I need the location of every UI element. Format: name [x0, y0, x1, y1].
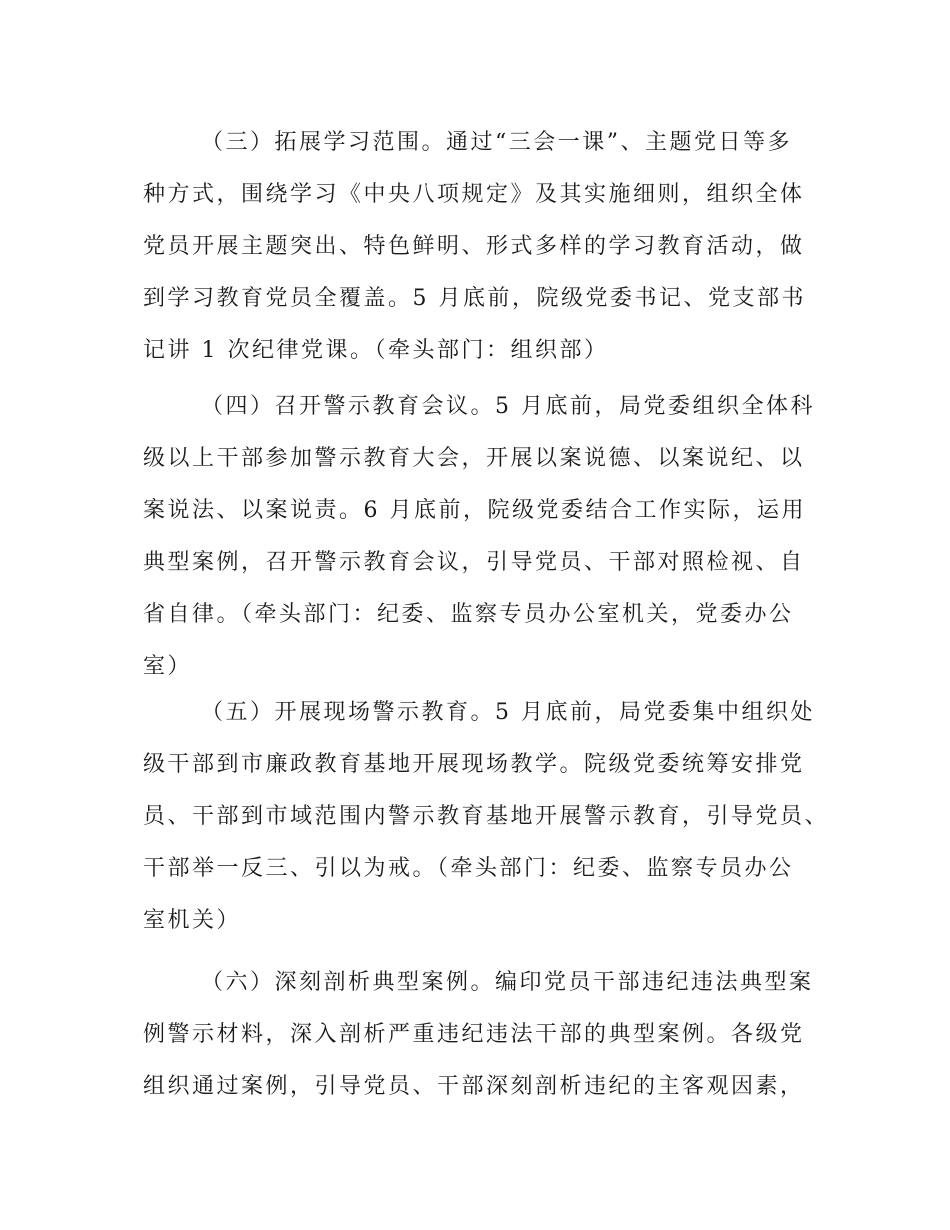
- paragraph-line: 到学习教育党员全覆盖。5 月底前，院级党委书记、党支部书: [143, 286, 806, 311]
- paragraph-line: 级干部到市廉政教育基地开展现场教学。院级党委统筹安排党: [143, 752, 805, 777]
- paragraph-line: 级以上干部参加警示教育大会，开展以案说德、以案说纪、以: [143, 446, 805, 471]
- paragraph-line: 组织通过案例，引导党员、干部深刻剖析违纪的主客观因素，: [143, 1074, 805, 1099]
- paragraph-3-expand-study-scope: [143, 117, 806, 377]
- paragraph-line: 员、干部到市域范围内警示教育基地开展警示教育，引导党员、: [143, 804, 830, 829]
- paragraph-line: （三）拓展学习范围。通过“三会一课”、主题党日等多: [201, 130, 792, 155]
- paragraph-line: （六）深刻剖析典型案例。编印党员干部违纪违法典型案: [201, 970, 814, 995]
- paragraph-line: 干部举一反三、引以为戒。（牵头部门：纪委、监察专员办公: [143, 856, 794, 881]
- paragraph-6-case-analysis: [143, 957, 814, 1113]
- paragraph-line: （四）召开警示教育会议。5 月底前，局党委组织全体科: [201, 394, 815, 419]
- paragraph-line: 记讲 1 次纪律党课。（牵头部门：组织部）: [143, 338, 609, 363]
- paragraph-line: 省自律。（牵头部门：纪委、监察专员办公室机关，党委办公: [143, 602, 794, 627]
- paragraph-line: 室）: [143, 654, 193, 679]
- paragraph-line: （五）开展现场警示教育。5 月底前，局党委集中组织处: [201, 700, 815, 725]
- paragraph-5-onsite-warning: [143, 687, 829, 947]
- paragraph-line: 案说法、以案说责。6 月底前，院级党委结合工作实际，运用: [143, 498, 806, 523]
- paragraph-4-warning-meeting: [143, 381, 815, 693]
- paragraph-line: 室机关）: [143, 908, 242, 933]
- paragraph-line: 典型案例，召开警示教育会议，引导党员、干部对照检视、自: [143, 550, 805, 575]
- paragraph-line: 种方式，围绕学习《中央八项规定》及其实施细则，组织全体: [143, 182, 805, 207]
- paragraph-line: 例警示材料，深入剖析严重违纪违法干部的典型案例。各级党: [143, 1022, 805, 1047]
- paragraph-line: 党员开展主题突出、特色鲜明、形式多样的学习教育活动，做: [143, 234, 805, 259]
